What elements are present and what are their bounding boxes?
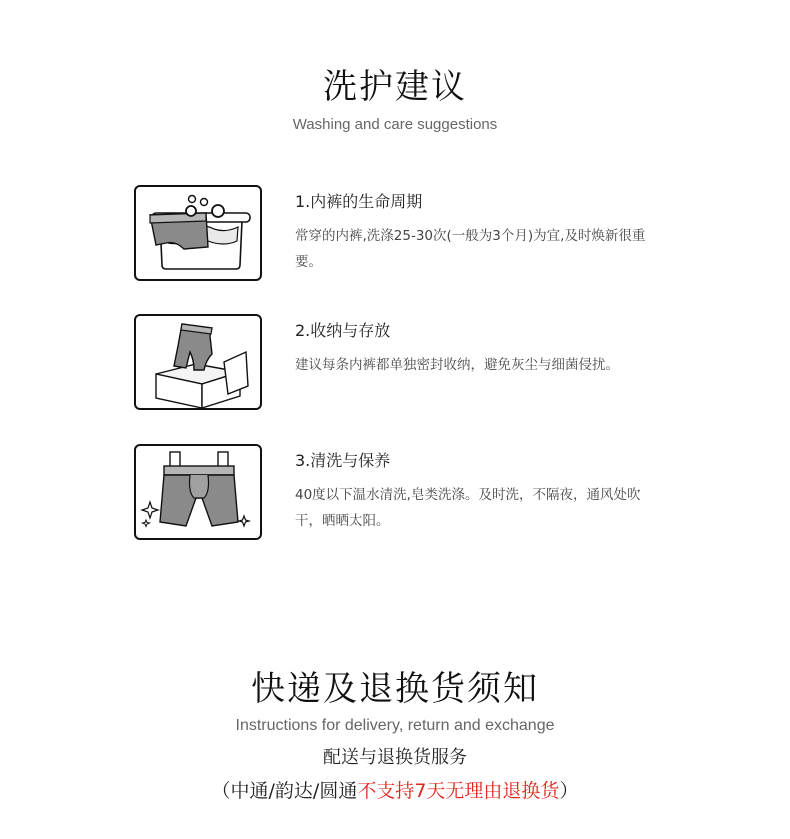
hanging-underwear-icon bbox=[134, 444, 262, 540]
care-item-heading: 2.收纳与存放 bbox=[295, 321, 391, 340]
wash-basin-icon bbox=[134, 185, 262, 281]
care-section-subtitle: Washing and care suggestions bbox=[292, 116, 498, 133]
delivery-carriers-line bbox=[0, 776, 790, 806]
delivery-section-title: 快递及退换货须知 bbox=[251, 669, 539, 709]
delivery-service-label: 配送与退换货服务 bbox=[323, 747, 467, 768]
care-section-title: 洗护建议 bbox=[323, 67, 467, 107]
no-return-notice: 不支持7天无理由退换货 bbox=[357, 780, 560, 802]
carriers-list: （中通/韵达/圆通 bbox=[211, 780, 358, 802]
care-item-description: 建议每条内裤都单独密封收纳，避免灰尘与细菌侵扰。 bbox=[295, 357, 619, 373]
care-item-description: 40度以下温水清洗,皂类洗涤。及时洗，不隔夜，通风处吹干，晒晒太阳。 bbox=[295, 487, 641, 529]
storage-box-icon bbox=[134, 314, 262, 410]
care-item-heading: 3.清洗与保养 bbox=[295, 451, 391, 470]
care-item-heading: 1.内裤的生命周期 bbox=[295, 192, 423, 211]
delivery-section-subtitle: Instructions for delivery, return and exchange bbox=[235, 717, 555, 734]
care-item-description: 常穿的内裤,洗涤25-30次(一般为3个月)为宜,及时焕新很重要。 bbox=[295, 228, 646, 270]
carriers-close-paren: ） bbox=[559, 780, 579, 802]
